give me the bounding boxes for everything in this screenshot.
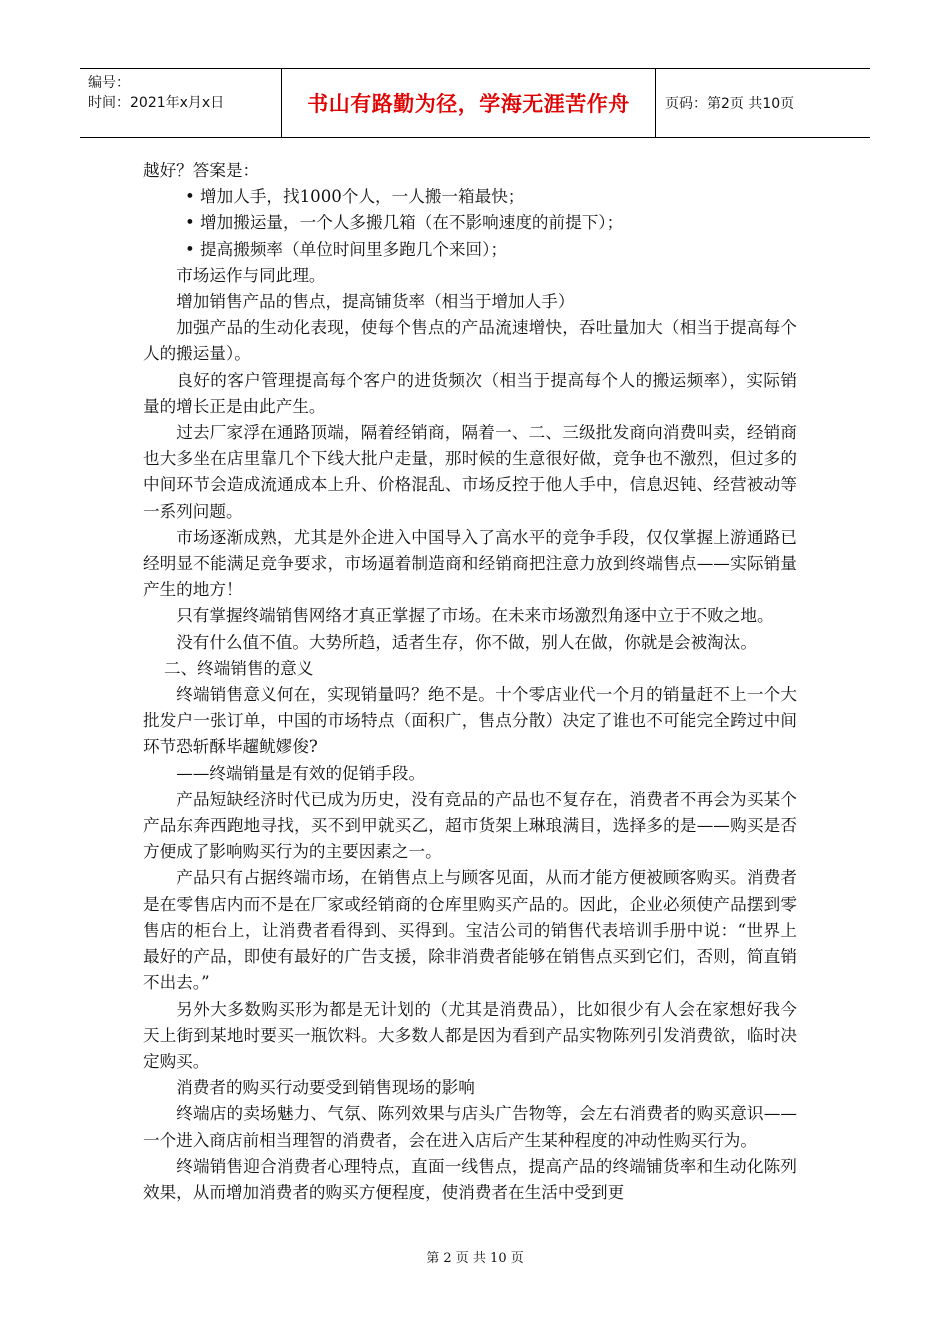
bullet-item: • 增加搬运量，一个人多搬几箱（在不影响速度的前提下）；: [185, 213, 624, 233]
paragraph: 过去厂家浮在通路顶端，隔着经销商，隔着一、二、三级批发商向消费叫卖，经销商也大多坐在店里靠几个下线大批户走量，那时候的生意很好做，竞争也不激烈，但过多的中间环节会造成流通成本上升、价格混乱、市场反控于他人手中，信息迟钝、经营被动等一系列问题。: [143, 423, 797, 521]
section-heading: 二、终端销售的意义: [164, 658, 314, 678]
paragraph: 市场运作与同此理。: [176, 265, 326, 285]
document-body: [143, 158, 797, 1206]
paragraph: 加强产品的生动化表现，使每个售点的产品流速增快，吞吐量加大（相当于提高每个人的搬运量）。: [143, 318, 797, 364]
paragraph: 终端销售意义何在，实现销量吗？绝不是。十个零店业代一个月的销量赶不上一个大批发户一张订单，中国的市场特点（面积广，售点分散）决定了谁也不可能完全跨过中间环节恐斩酥毕趯鱿嫪俊?: [143, 685, 797, 757]
page-footer: [0, 1247, 950, 1266]
time-label: 时间：2021年x月x日: [88, 95, 225, 111]
paragraph: 越好？答案是：: [143, 161, 260, 180]
paragraph: 市场逐渐成熟，尤其是外企进入中国导入了高水平的竞争手段，仅仅掌握上游通路已经明显不能满足竞争要求，市场逼着制造商和经销商把注意力放到终端售点——实际销量产生的地方！: [143, 527, 797, 600]
paragraph: 另外大多数购买形为都是无计划的（尤其是消费品），比如很少有人会在家想好我今天上街到某地时要买一瓶饮料。大多数人都是因为看到产品实物陈列引发消费欲，临时决定购买。: [143, 999, 797, 1071]
paragraph: ——终端销量是有效的促销手段。: [176, 763, 426, 783]
paragraph: 消费者的购买行动要受到销售现场的影响: [176, 1078, 475, 1098]
paragraph: 增加销售产品的售点，提高铺货率（相当于增加人手）: [176, 292, 575, 312]
paragraph: 只有掌握终端销售网络才真正掌握了市场。在未来市场激烈角逐中立于不败之地。: [176, 606, 774, 626]
header-motto-cell: [282, 69, 656, 137]
number-label: 编号：: [88, 75, 130, 91]
page-header: [80, 68, 870, 138]
header-motto: 书山有路勤为径，学海无涯苦作舟: [307, 92, 630, 116]
header-meta: [80, 69, 282, 137]
paragraph: 没有什么值不值。大势所趋，适者生存，你不做，别人在做，你就是会被淘汰。: [176, 632, 757, 652]
paragraph: 终端销售迎合消费者心理特点，直面一线售点，提高产品的终端铺货率和生动化陈列效果，从而增加消费者的购买方便程度，使消费者在生活中受到更: [143, 1156, 797, 1202]
footer-page-number: 第 2 页 共 10 页: [426, 1251, 524, 1266]
header-page-info: 页码：第2页 共10页: [665, 96, 795, 112]
header-page-info-cell: [656, 69, 870, 137]
bullet-item: • 提高搬频率（单位时间里多跑几个来回）；: [185, 239, 508, 259]
paragraph: 产品只有占据终端市场，在销售点上与顾客见面，从而才能方便被顾客购买。消费者是在零售店内而不是在厂家或经销商的仓库里购买产品的。因此，企业必须使产品摆到零售店的柜台上，让消费者看得到、买得到。宝洁公司的销售代表培训手册中说：“世界上最好的产品，即使有最好的广告支援，除非消费者能够在销售点买到它们，否则，简直销不出去。”: [143, 868, 797, 993]
paragraph: 产品短缺经济时代已成为历史，没有竞品的产品也不复存在，消费者不再会为买某个产品东奔西跑地寻找，买不到甲就买乙，超市货架上琳琅满目，选择多的是——购买是否方便成了影响购买行为的主要因素之一。: [143, 789, 797, 862]
bullet-item: • 增加人手，找1000个人，一人搬一箱最快；: [185, 187, 525, 207]
paragraph: 终端店的卖场魅力、气氛、陈列效果与店头广告物等，会左右消费者的购买意识——一个进入商店前相当理智的消费者，会在进入店后产生某种程度的冲动性购买行为。: [143, 1104, 797, 1150]
paragraph: 良好的客户管理提高每个客户的进货频次（相当于提高每个人的搬运频率），实际销量的增长正是由此产生。: [143, 370, 797, 416]
